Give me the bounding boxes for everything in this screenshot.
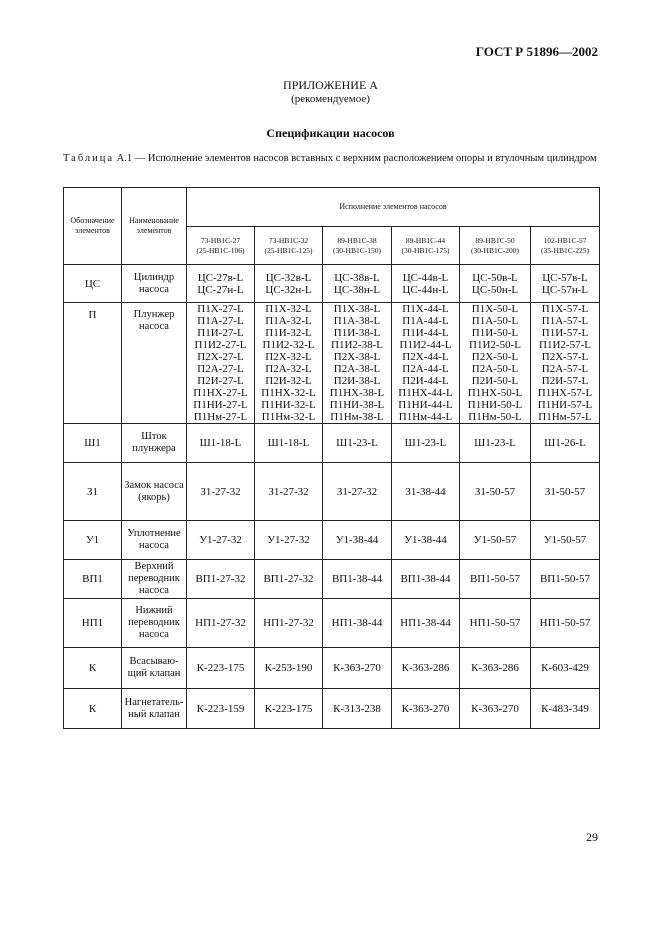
element-variant-value: У1-50-57	[460, 521, 531, 560]
element-variant-value: Ш1-18-L	[187, 424, 255, 463]
element-variant-value: К-223-175	[255, 689, 323, 729]
element-designation: Ш1	[64, 424, 122, 463]
element-variant-value: З1-38-44	[392, 463, 460, 521]
element-variant-value: К-253-190	[255, 648, 323, 689]
element-variant-value: У1-38-44	[323, 521, 392, 560]
element-designation: ВП1	[64, 560, 122, 599]
element-variant-value: НП1-27-32	[255, 599, 323, 648]
element-variant-value: П1Х-38-L П1А-38-L П1И-38-L П1И2-38-L П2Х-38-L П2А-38-L П2И-38-L П1НХ-38-L П1НИ-38-L П1Нм-38-L	[323, 303, 392, 424]
element-variant-value: З1-50-57	[460, 463, 531, 521]
table-row	[64, 521, 600, 560]
table-body	[64, 265, 600, 729]
element-variant-value: НП1-50-57	[531, 599, 600, 648]
element-variant-value: ВП1-38-44	[392, 560, 460, 599]
element-name: Плунжер насоса	[122, 303, 187, 424]
table-row	[64, 599, 600, 648]
element-variant-value: НП1-50-57	[460, 599, 531, 648]
element-variant-value: К-603-429	[531, 648, 600, 689]
element-variant-value: Ш1-23-L	[392, 424, 460, 463]
element-variant-value: К-223-159	[187, 689, 255, 729]
table-caption-text: А.1 — Исполнение элементов насосов вставных с верхним расположением опоры и втулочным цилиндром	[116, 153, 597, 164]
table-row	[64, 689, 600, 729]
element-name: Замок насоса (якорь)	[122, 463, 187, 521]
element-variant-value: Ш1-23-L	[460, 424, 531, 463]
element-variant-value: ЦС-50в-L ЦС-50н-L	[460, 265, 531, 303]
element-variant-value: ЦС-27в-L ЦС-27н-L	[187, 265, 255, 303]
appendix-title: ПРИЛОЖЕНИЕ А	[283, 78, 378, 92]
element-variant-value: К-363-286	[460, 648, 531, 689]
table-caption	[63, 152, 603, 165]
element-name: Шток плунжера	[122, 424, 187, 463]
element-designation: У1	[64, 521, 122, 560]
element-variant-value: К-313-238	[323, 689, 392, 729]
element-designation: К	[64, 648, 122, 689]
variant-header: 89-НВ1С-44 (30-НВ1С-175)	[392, 227, 460, 265]
table-row	[64, 463, 600, 521]
element-variant-value: ЦС-57в-L ЦС-57н-L	[531, 265, 600, 303]
variant-header: 73-НВ1С-27 (25-НВ1С-106)	[187, 227, 255, 265]
element-variant-value: НП1-27-32	[187, 599, 255, 648]
table-caption-label: Таблица	[63, 153, 115, 164]
element-variant-value: ВП1-50-57	[460, 560, 531, 599]
element-variant-value: П1Х-57-L П1А-57-L П1И-57-L П1И2-57-L П2Х-57-L П2А-57-L П2И-57-L П1НХ-57-L П1НИ-57-L П1Нм-57-L	[531, 303, 600, 424]
element-name: Верхний переводник насоса	[122, 560, 187, 599]
appendix-heading	[0, 78, 661, 106]
element-variant-value: П1Х-44-L П1А-44-L П1И-44-L П1И2-44-L П2Х-44-L П2А-44-L П2И-44-L П1НХ-44-L П1НИ-44-L П1Нм-44-L	[392, 303, 460, 424]
element-variant-value: К-483-349	[531, 689, 600, 729]
variant-header: 89-НВ1С-38 (30-НВ1С-150)	[323, 227, 392, 265]
element-variant-value: У1-50-57	[531, 521, 600, 560]
element-designation: К	[64, 689, 122, 729]
element-designation: П	[64, 303, 122, 424]
table-row	[64, 560, 600, 599]
element-variant-value: К-363-286	[392, 648, 460, 689]
element-designation: З1	[64, 463, 122, 521]
element-name: Всасываю-щий клапан	[122, 648, 187, 689]
element-variant-value: У1-27-32	[187, 521, 255, 560]
element-variant-value: У1-38-44	[392, 521, 460, 560]
table-row	[64, 648, 600, 689]
header-designation: Обозначение элементов	[64, 188, 122, 265]
element-variant-value: ВП1-38-44	[323, 560, 392, 599]
variant-header: 89-НВ1С-50 (30-НВ1С-200)	[460, 227, 531, 265]
element-variant-value: П1Х-27-L П1А-27-L П1И-27-L П1И2-27-L П2Х-27-L П2А-27-L П2И-27-L П1НХ-27-L П1НИ-27-L П1Нм-27-L	[187, 303, 255, 424]
table-row	[64, 424, 600, 463]
element-variant-value: Ш1-23-L	[323, 424, 392, 463]
element-variant-value: П1Х-32-L П1А-32-L П1И-32-L П1И2-32-L П2Х-32-L П2А-32-L П2И-32-L П1НХ-32-L П1НИ-32-L П1Нм-32-L	[255, 303, 323, 424]
element-variant-value: К-223-175	[187, 648, 255, 689]
element-variant-value: У1-27-32	[255, 521, 323, 560]
element-name: Цилиндр насоса	[122, 265, 187, 303]
element-variant-value: НП1-38-44	[392, 599, 460, 648]
variant-header: 102-НВ1С-57 (35-НВ1С-225)	[531, 227, 600, 265]
element-variant-value: К-363-270	[460, 689, 531, 729]
pump-spec-table	[63, 187, 600, 729]
element-name: Уплотнение насоса	[122, 521, 187, 560]
table-row	[64, 265, 600, 303]
element-variant-value: ВП1-50-57	[531, 560, 600, 599]
element-designation: ЦС	[64, 265, 122, 303]
element-variant-value: З1-27-32	[323, 463, 392, 521]
element-variant-value: ЦС-44в-L ЦС-44н-L	[392, 265, 460, 303]
appendix-subtitle: (рекомендуемое)	[291, 93, 370, 105]
element-variant-value: К-363-270	[323, 648, 392, 689]
header-name: Наименование элементов	[122, 188, 187, 265]
element-variant-value: НП1-38-44	[323, 599, 392, 648]
page-number: 29	[586, 830, 598, 844]
element-variant-value: П1Х-50-L П1А-50-L П1И-50-L П1И2-50-L П2Х-50-L П2А-50-L П2И-50-L П1НХ-50-L П1НИ-50-L П1Нм-50-L	[460, 303, 531, 424]
element-variant-value: З1-50-57	[531, 463, 600, 521]
element-name: Нагнетатель-ный клапан	[122, 689, 187, 729]
element-variant-value: К-363-270	[392, 689, 460, 729]
document-standard-header: ГОСТ Р 51896—2002	[475, 44, 598, 59]
header-variants-group: Исполнение элементов насосов	[187, 188, 600, 227]
header-row-1	[64, 188, 600, 227]
section-title: Спецификации насосов	[266, 126, 395, 140]
element-variant-value: ВП1-27-32	[255, 560, 323, 599]
element-name: Нижний переводник насоса	[122, 599, 187, 648]
element-variant-value: ЦС-32в-L ЦС-32н-L	[255, 265, 323, 303]
table-row	[64, 303, 600, 424]
element-variant-value: Ш1-18-L	[255, 424, 323, 463]
element-variant-value: З1-27-32	[255, 463, 323, 521]
element-variant-value: ЦС-38в-L ЦС-38н-L	[323, 265, 392, 303]
variant-header: 73-НВ1С-32 (25-НВ1С-125)	[255, 227, 323, 265]
element-variant-value: Ш1-26-L	[531, 424, 600, 463]
element-variant-value: ВП1-27-32	[187, 560, 255, 599]
element-variant-value: З1-27-32	[187, 463, 255, 521]
element-designation: НП1	[64, 599, 122, 648]
